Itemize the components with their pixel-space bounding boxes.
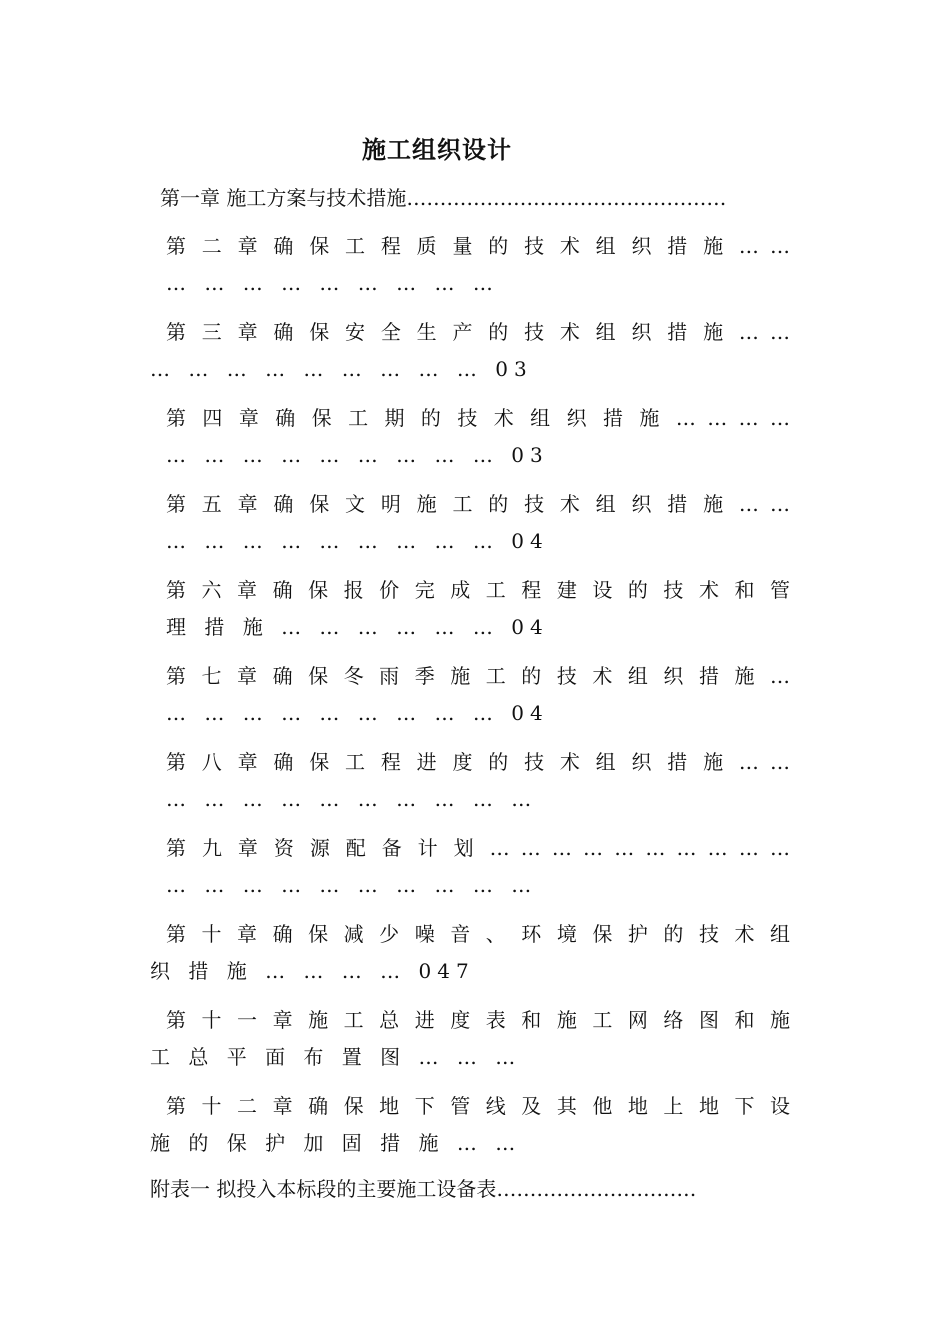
toc-entry-line: 第 十 章 确 保 减 少 噪 音 、 环 境 保 护 的 技 术 组	[166, 922, 790, 946]
toc-entry-line: 第 八 章 确 保 工 程 进 度 的 技 术 组 织 措 施 … …	[166, 750, 790, 774]
toc-entry-chapter-8	[150, 744, 790, 818]
toc-entry-chapter-3	[150, 314, 790, 388]
toc-entry-line: … … … … … … … … … …	[166, 873, 538, 897]
toc-entry-chapter-1: 第一章 施工方案与技术措施…………………………………………	[160, 186, 727, 210]
toc-entry-line: 工 总 平 面 布 置 图 … … …	[150, 1045, 522, 1069]
toc-entry-chapter-4	[150, 400, 790, 474]
toc-entry-chapter-10	[150, 916, 790, 990]
toc-entry-line: 理 措 施 … … … … … … 04	[166, 615, 549, 639]
toc-entry-line: 第 三 章 确 保 安 全 生 产 的 技 术 组 织 措 施 … …	[166, 320, 790, 344]
toc-entry-line: 施 的 保 护 加 固 措 施 … …	[150, 1131, 522, 1155]
toc-entry-line: 第 四 章 确 保 工 期 的 技 术 组 织 措 施 … … … …	[166, 406, 790, 430]
toc-entry-line: … … … … … … … … … 03	[150, 357, 533, 381]
document-title: 施工组织设计	[362, 135, 512, 164]
toc-entry-line: 第 十 一 章 施 工 总 进 度 表 和 施 工 网 络 图 和 施	[166, 1008, 790, 1032]
toc-entry-line: 第 十 二 章 确 保 地 下 管 线 及 其 他 地 上 地 下 设	[166, 1094, 790, 1118]
toc-entry-chapter-11	[150, 1002, 790, 1076]
toc-entry-line: … … … … … … … … … 04	[166, 529, 549, 553]
toc-entry-chapter-9	[150, 830, 790, 904]
toc-entry-line: 第 二 章 确 保 工 程 质 量 的 技 术 组 织 措 施 … …	[166, 234, 790, 258]
toc-entry-line: … … … … … … … … … 03	[166, 443, 549, 467]
toc-entry-appendix-1: 附表一 拟投入本标段的主要施工设备表…………………………	[150, 1177, 697, 1201]
toc-entry-line: 织 措 施 … … … … 047	[150, 959, 475, 983]
toc-entry-line: … … … … … … … … …	[166, 271, 499, 295]
toc-entry-line: 第 五 章 确 保 文 明 施 工 的 技 术 组 织 措 施 … …	[166, 492, 790, 516]
toc-entry-chapter-6	[150, 572, 790, 646]
toc-entry-line: … … … … … … … … … …	[166, 787, 538, 811]
toc-entry-chapter-12	[150, 1088, 790, 1162]
toc-entry-chapter-5	[150, 486, 790, 560]
toc-entry-line: … … … … … … … … … 04	[166, 701, 549, 725]
toc-entry-line: 第 七 章 确 保 冬 雨 季 施 工 的 技 术 组 织 措 施 …	[166, 664, 790, 688]
toc-entry-chapter-7	[150, 658, 790, 732]
toc-entry-line: 第 九 章 资 源 配 备 计 划 … … … … … … … … … …	[166, 836, 790, 860]
toc-entry-line: 第 六 章 确 保 报 价 完 成 工 程 建 设 的 技 术 和 管	[166, 578, 790, 602]
toc-entry-chapter-2	[150, 228, 790, 302]
